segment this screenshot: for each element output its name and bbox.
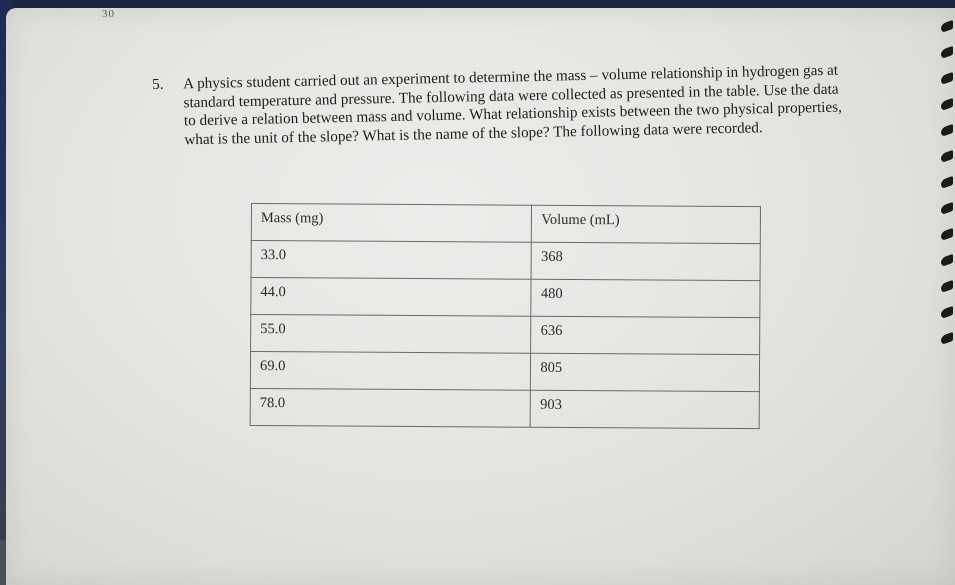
cell-volume: 480 (531, 279, 760, 317)
cell-mass: 44.0 (251, 278, 532, 317)
table-row (251, 241, 760, 281)
cell-mass: 55.0 (251, 315, 532, 354)
page-number: 30 (102, 8, 115, 20)
cell-volume: 636 (531, 316, 760, 354)
cell-mass: 69.0 (250, 352, 531, 391)
header-volume: Volume (mL) (532, 205, 761, 243)
table-row (251, 315, 760, 355)
spiral-binding (937, 20, 955, 350)
cell-mass: 78.0 (250, 388, 531, 427)
table-row (250, 388, 759, 428)
table-row (251, 278, 760, 318)
cell-mass: 33.0 (251, 241, 532, 280)
header-mass: Mass (mg) (251, 204, 532, 243)
table-row (250, 352, 759, 392)
mass-volume-table (250, 203, 761, 429)
table-header-row (251, 204, 760, 244)
question-5 (152, 62, 843, 150)
question-text: A physics student carried out an experiment to determine the mass – volume relationship in hydrogen gas at standard temperature and pressure. The following data were collected as presented in the table. Use the data to derive a relation between mass and volume. What relationship exists between the two physical properties, what is the unit of the slope? What is the name of the slope? The following data were recorded. (182, 61, 843, 148)
cell-volume: 805 (531, 353, 760, 391)
cell-volume: 368 (531, 242, 760, 280)
cell-volume: 903 (531, 390, 760, 428)
question-number: 5. (152, 75, 164, 93)
